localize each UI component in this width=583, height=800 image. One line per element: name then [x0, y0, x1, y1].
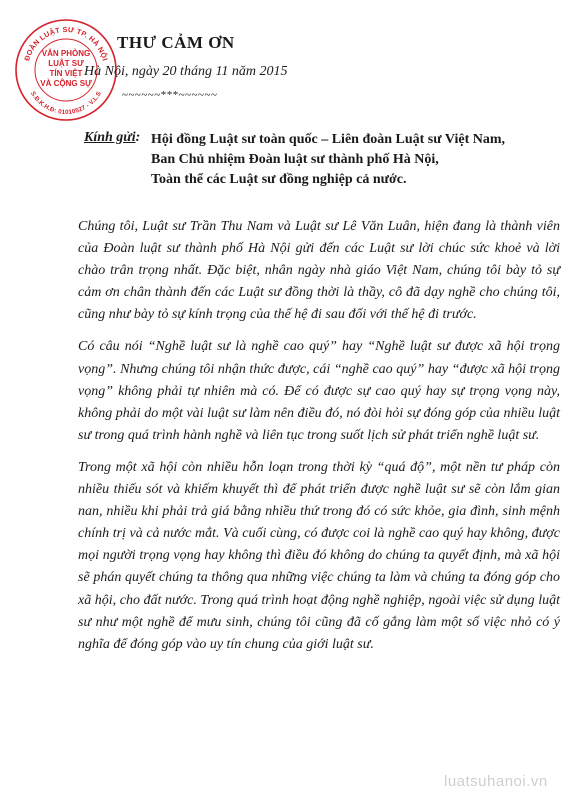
- letter-title: THƯ CẢM ƠN: [117, 33, 235, 52]
- body-paragraph: Trong một xã hội còn nhiều hỗn loạn trong thời kỳ “quá độ”, một nền tư pháp còn nhiều thiếu sót và khiếm khuyết thì để phát triển được nghề luật sư sẽ còn lắm gian nan, nhiều khi phải trả giá bằng nhiều thứ trong đó có sức khỏe, gia đình, sinh mệnh chính trị và cả nước mắt. Và cuối cùng, có được coi là nghề cao quý hay không, được mọi người trọng vọng hay không thì điều đó không do chúng ta quyết định, mà xã hội sẽ phán quyết chúng ta thông qua những việc chúng ta làm và chúng ta đóng góp cho xã hội, cho đất nước. Trong quá trình hoạt động nghề nghiệp, ngoài việc sử dụng luật sư như một nghề để mưu sinh, chúng tôi cũng đã cố gắng làm một số việc nhỏ có ý nghĩa để đóng góp vào uy tín chung của giới luật sư.: [78, 459, 560, 652]
- body-paragraph: Chúng tôi, Luật sư Trần Thu Nam và Luật sư Lê Văn Luân, hiện đang là thành viên của Đoàn luật sư thành phố Hà Nội gửi đến các Luật sư lời chúc sức khoẻ và lời chào trân trọng nhất. Đặc biệt, nhân ngày nhà giáo Việt Nam, chúng tôi bày tỏ sự cảm ơn chân thành đến các Luật sư đồng thời là thầy, cô đã dạy nghề cho chúng tôi, cũng như bày tỏ sự kính trọng của thế hệ đi sau đối với thế hệ đi trước.: [78, 219, 560, 323]
- recipient-item: Ban Chủ nhiệm Đoàn luật sư thành phố Hà Nội,: [151, 152, 439, 167]
- stamp-line-2: LUẬT SƯ: [48, 59, 84, 68]
- recipients-label: Kính gửi:: [84, 130, 141, 145]
- stamp-line-3: TÍN VIỆT: [49, 69, 83, 78]
- stamp-line-1: VĂN PHÒNG: [41, 49, 91, 58]
- site-watermark: luatsuhanoi.vn: [444, 773, 548, 790]
- recipients-list: [151, 130, 505, 190]
- header-divider: ~~~~~~***~~~~~~: [122, 89, 218, 101]
- body-paragraph: Có câu nói “Nghề luật sư là nghề cao quý” hay “Nghề luật sư được xã hội trọng vọng”. Nhưng chúng tôi nhận thức được, cái “nghề cao quý” hay “được xã hội trọng vọng” không phải tự nhiên mà có. Để có được sự cao quý hay sự trọng vọng này, không phải do một vài luật sư làm nên điều đó, nó đòi hỏi sự đóng góp của nhiều luật sư trong quá trình hành nghề và liên tục trong suốt lịch sử phát triển nghề luật sư.: [78, 339, 560, 443]
- recipient-item: Toàn thể các Luật sư đồng nghiệp cả nước.: [151, 172, 407, 187]
- recipient-item: Hội đồng Luật sư toàn quốc – Liên đoàn Luật sư Việt Nam,: [151, 132, 506, 147]
- letter-body: [78, 216, 560, 666]
- stamp-top-text: ĐOÀN LUẬT SƯ TP. HÀ NỘI: [22, 24, 110, 62]
- stamp-line-4: VÀ CỘNG SỰ: [40, 79, 92, 88]
- letter-dateline: Hà Nội, ngày 20 tháng 11 năm 2015: [84, 64, 288, 79]
- stamp-bottom-text: S.Đ.K.H.Đ: 01010527 - V.L.S: [28, 90, 104, 117]
